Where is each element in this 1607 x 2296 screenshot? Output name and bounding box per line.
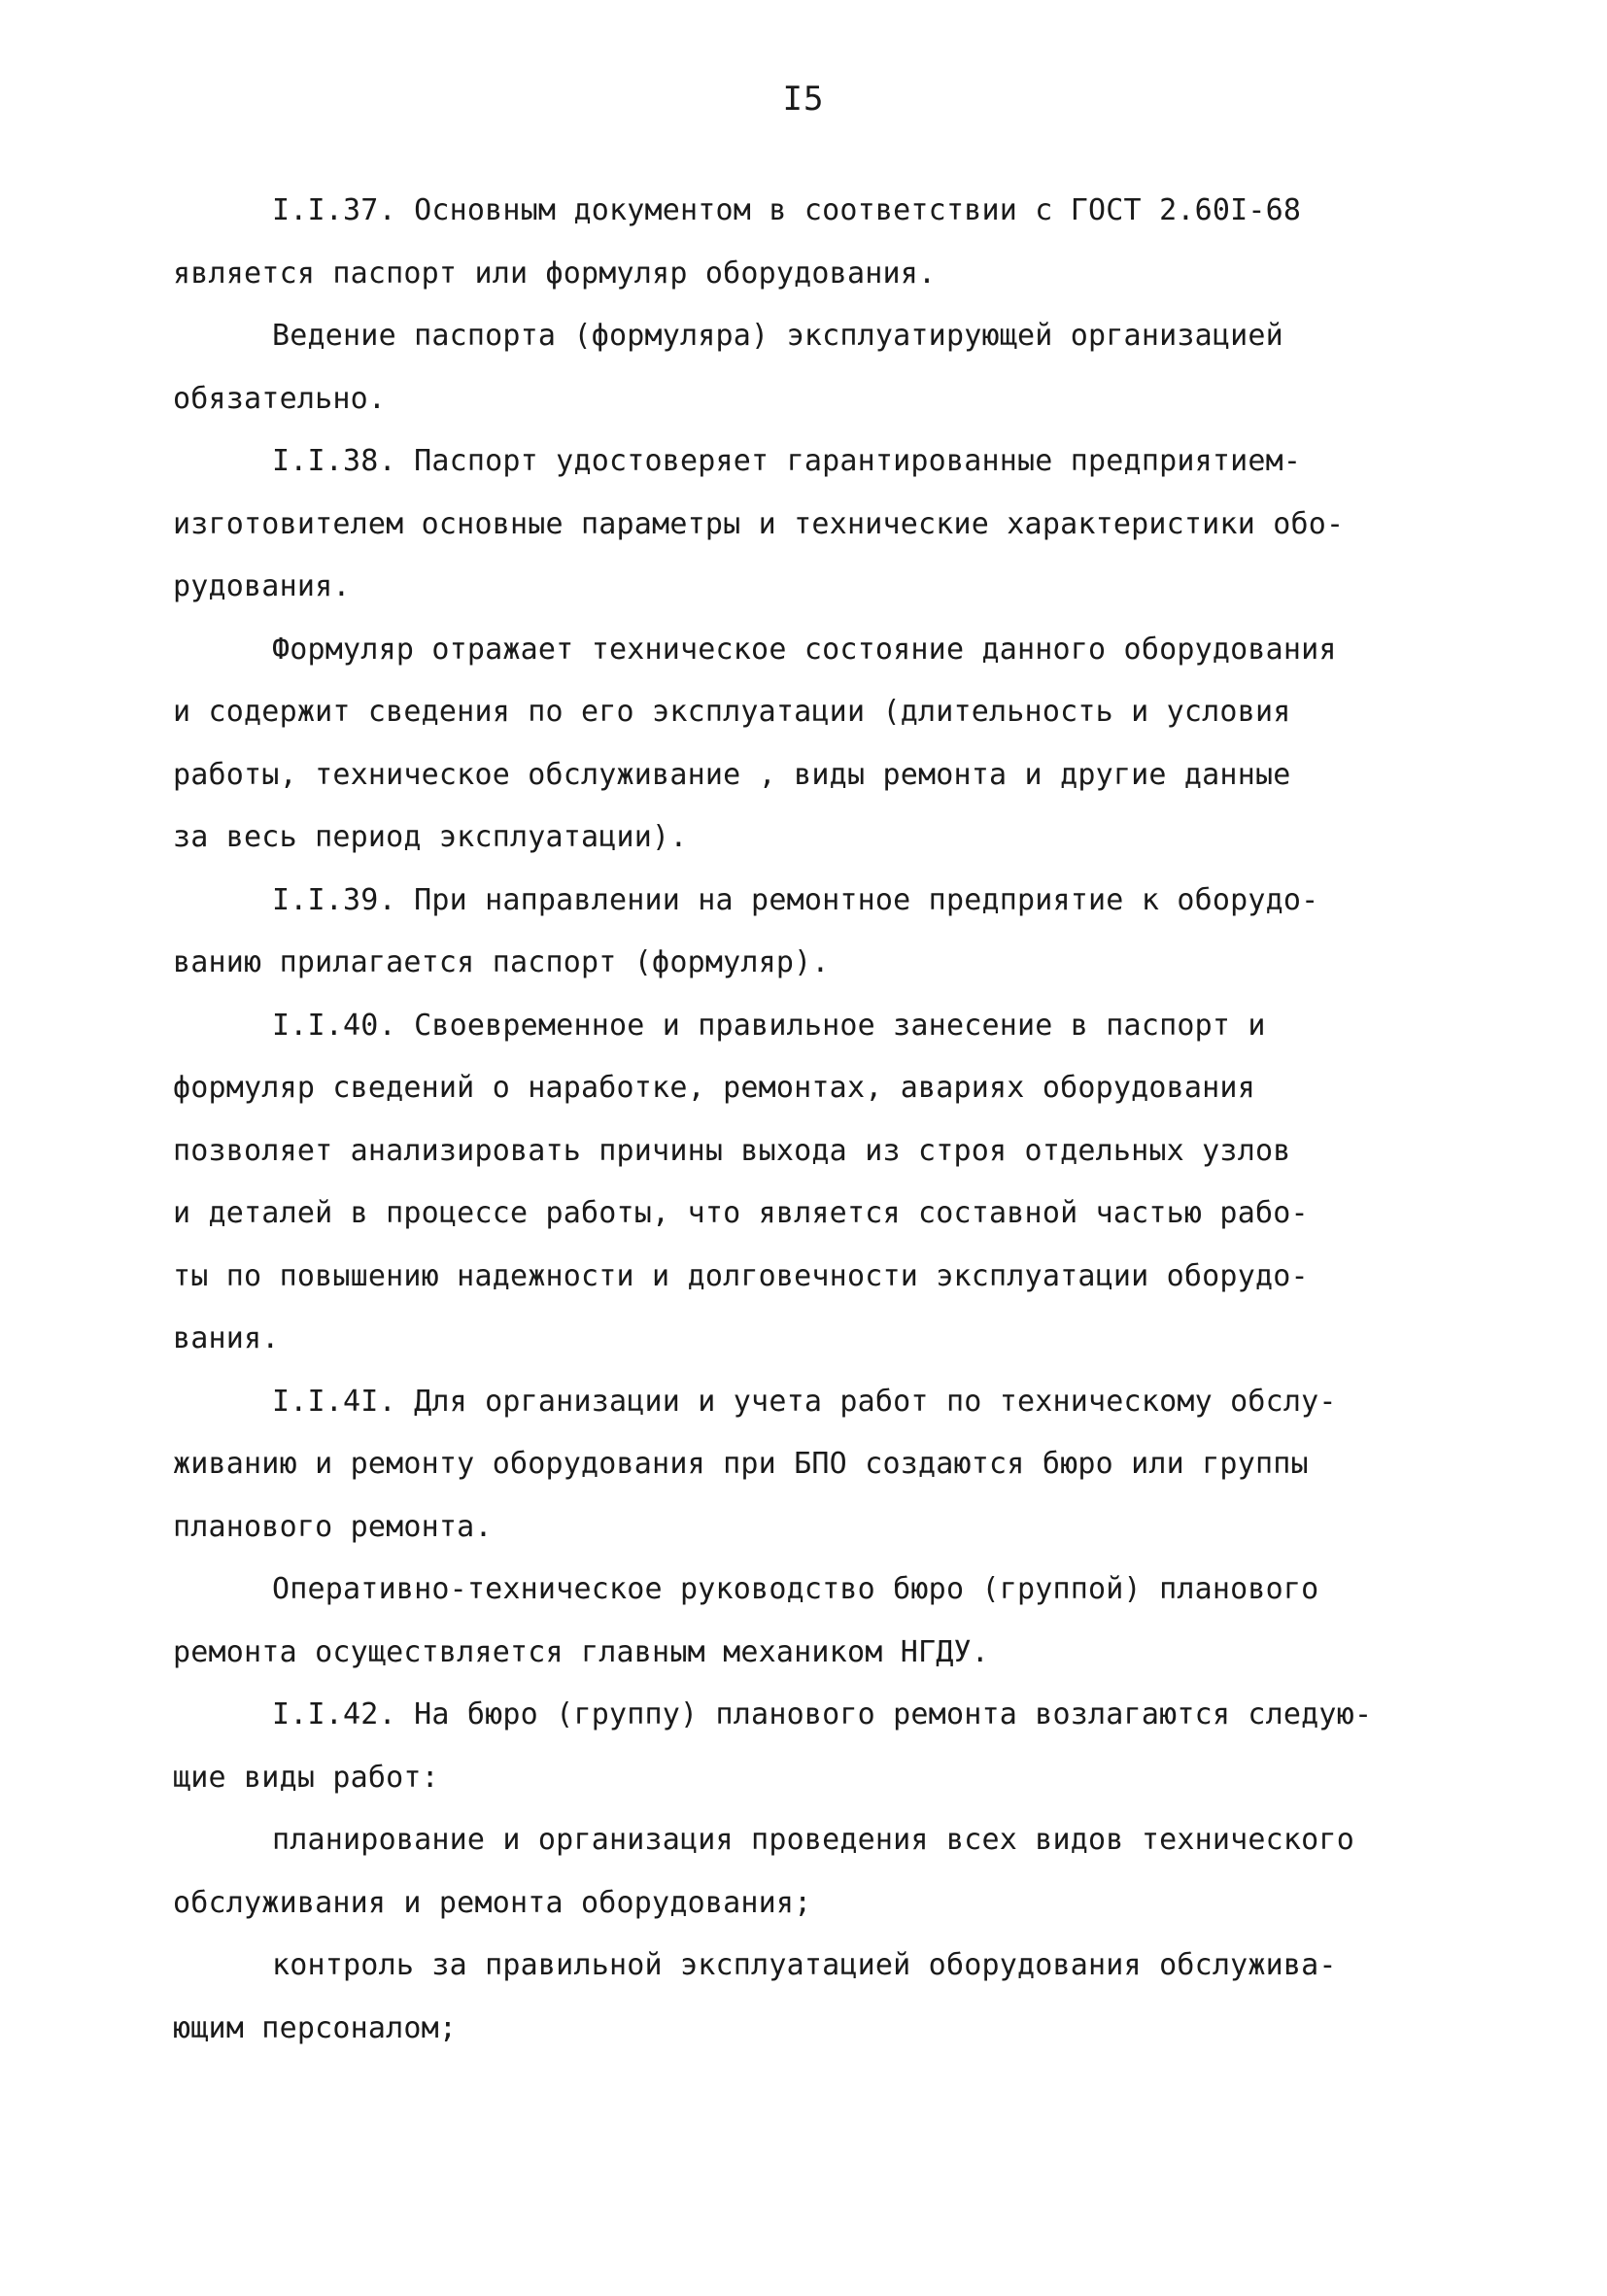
- text-line: обязательно.: [173, 381, 387, 416]
- text-line: Формуляр отражает техническое состояние данного оборудования: [272, 632, 1337, 667]
- text-line: и деталей в процессе работы, что является составной частью рабо-: [173, 1196, 1309, 1230]
- text-line: I.I.37. Основным документом в соответствии с ГОСТ 2.60I-68: [272, 193, 1302, 227]
- page-number: I5: [782, 80, 825, 119]
- text-line: Ведение паспорта (формуляра) эксплуатирующей организацией: [272, 319, 1283, 353]
- text-line: за весь период эксплуатации).: [173, 820, 688, 854]
- text-line: живанию и ремонту оборудования при БПО создаются бюро или группы: [173, 1447, 1309, 1481]
- text-line: I.I.39. При направлении на ремонтное предприятие к оборудо-: [272, 882, 1319, 917]
- text-line: и содержит сведения по его эксплуатации (длительность и условия: [173, 695, 1291, 729]
- text-line: рудования.: [173, 569, 351, 603]
- text-line: I.I.42. На бюро (группу) планового ремонта возлагаются следую-: [272, 1697, 1373, 1731]
- text-line: щие виды работ:: [173, 1760, 439, 1795]
- text-line: I.I.40. Своевременное и правильное занесение в паспорт и: [272, 1008, 1266, 1043]
- text-line: позволяет анализировать причины выхода из строя отдельных узлов: [173, 1133, 1291, 1168]
- text-line: I.I.38. Паспорт удостоверяет гарантированные предприятием-: [272, 444, 1302, 478]
- text-line: формуляр сведений о наработке, ремонтах, авариях оборудования: [173, 1071, 1255, 1105]
- text-line: обслуживания и ремонта оборудования;: [173, 1885, 812, 1920]
- text-line: контроль за правильной эксплуатацией оборудования обслужива-: [272, 1948, 1337, 1982]
- text-line: ты по повышению надежности и долговечности эксплуатации оборудо-: [173, 1258, 1309, 1293]
- text-line: является паспорт или формуляр оборудования.: [173, 256, 937, 291]
- text-line: изготовителем основные параметры и технические характеристики обо-: [173, 506, 1345, 541]
- text-line: планового ремонта.: [173, 1509, 493, 1544]
- text-line: Оперативно-техническое руководство бюро (группой) планового: [272, 1572, 1319, 1606]
- text-line: ванию прилагается паспорт (формуляр).: [173, 945, 830, 979]
- text-line: работы, техническое обслуживание , виды ремонта и другие данные: [173, 757, 1291, 792]
- text-line: ющим персоналом;: [173, 2010, 458, 2045]
- text-line: ремонта осуществляется главным механиком НГДУ.: [173, 1634, 990, 1669]
- document-body: [173, 180, 1465, 2060]
- text-line: I.I.4I. Для организации и учета работ по техническому обслу-: [272, 1384, 1337, 1419]
- text-line: планирование и организация проведения всех видов технического: [272, 1823, 1354, 1857]
- text-line: вания.: [173, 1321, 280, 1355]
